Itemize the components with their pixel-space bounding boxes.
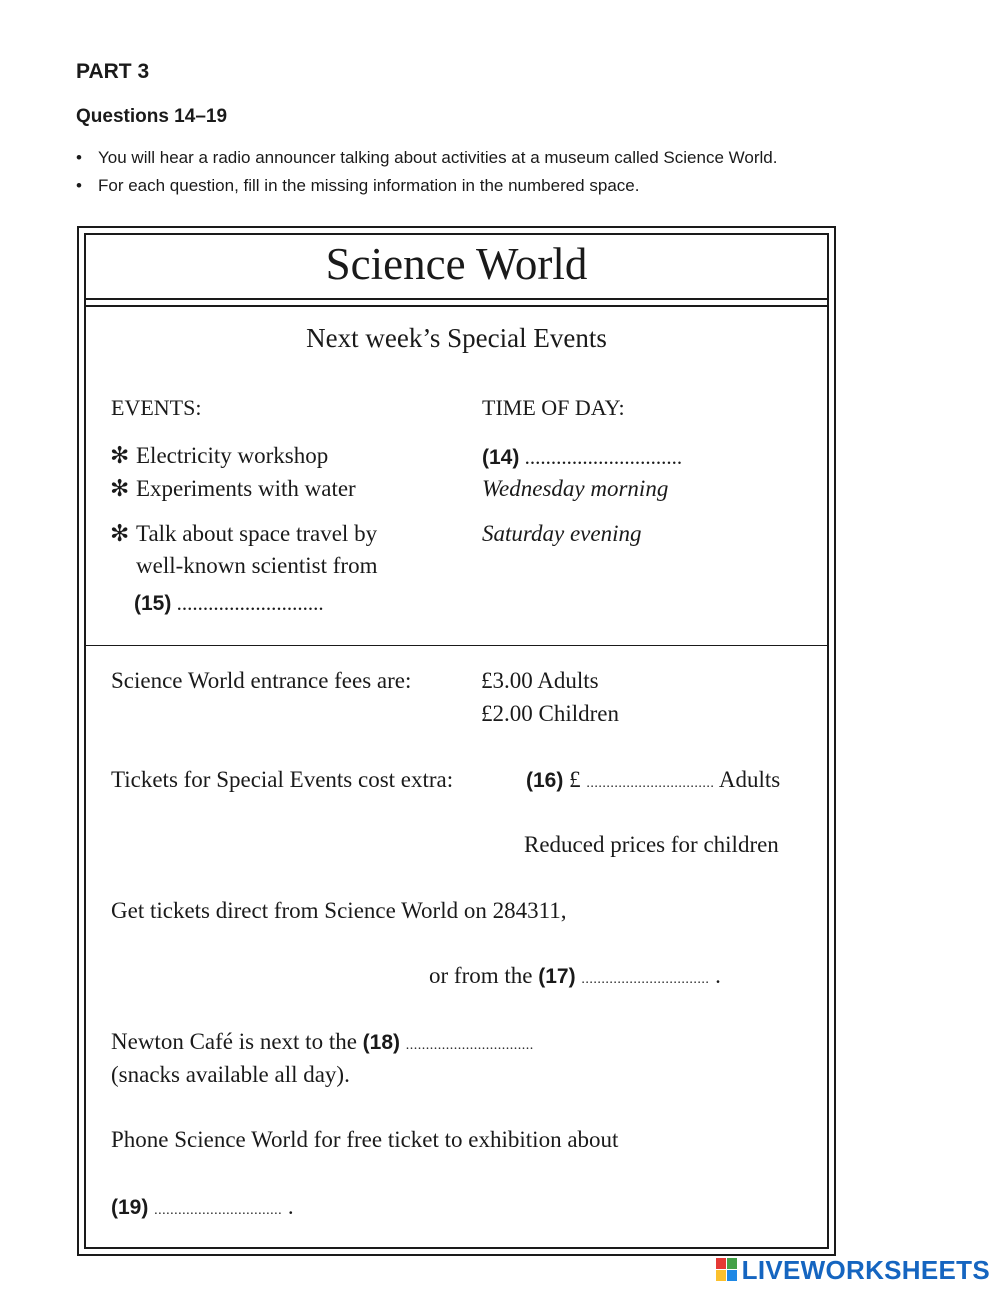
event-name: Electricity workshop xyxy=(136,443,329,468)
answer-19[interactable] xyxy=(111,1194,294,1220)
period: . xyxy=(715,963,721,988)
answer-18[interactable] xyxy=(111,1029,534,1055)
question-number: (16) xyxy=(526,769,564,792)
tickets-label: Tickets for Special Events cost extra: xyxy=(111,767,454,792)
time-heading: TIME OF DAY: xyxy=(482,395,625,420)
form-frame-inner xyxy=(84,233,829,1249)
bullet-icon: • xyxy=(76,176,82,195)
question-number: (14) xyxy=(482,446,520,469)
liveworksheets-logo xyxy=(716,1255,990,1285)
event-item xyxy=(110,443,328,469)
currency-symbol: £ xyxy=(569,767,581,792)
instruction-bullet xyxy=(76,148,777,168)
answer-blank[interactable]: ............................ xyxy=(176,591,324,615)
instruction-text: For each question, fill in the missing information in the numbered space. xyxy=(98,176,640,195)
answer-14[interactable] xyxy=(482,445,682,470)
answer-blank[interactable]: ................................ xyxy=(154,1203,283,1218)
question-number: (17) xyxy=(538,965,576,988)
logo-text: LIVEWORKSHEETS xyxy=(741,1254,990,1285)
answer-17[interactable] xyxy=(429,963,721,989)
question-number: (18) xyxy=(362,1031,401,1054)
event-time: Wednesday morning xyxy=(482,476,669,501)
answer-16[interactable] xyxy=(526,767,780,793)
event-item xyxy=(110,476,356,502)
question-number: (15) xyxy=(134,592,172,615)
title-divider xyxy=(86,298,827,300)
answer-15[interactable] xyxy=(134,591,324,616)
asterisk-icon: ✻ xyxy=(110,521,130,546)
cafe-text: Newton Café is next to the xyxy=(111,1029,357,1054)
asterisk-icon: ✻ xyxy=(110,476,130,501)
fee-adults: £3.00 Adults xyxy=(481,668,599,693)
section-divider xyxy=(86,645,827,646)
reduced-prices-note: Reduced prices for children xyxy=(524,832,779,857)
fees-label: Science World entrance fees are: xyxy=(111,668,412,693)
event-name: Talk about space travel by xyxy=(136,521,378,546)
answer-blank[interactable]: .............................. xyxy=(524,445,683,469)
fee-children: £2.00 Children xyxy=(481,701,619,726)
phone-text: Phone Science World for free ticket to exhibition about xyxy=(111,1127,619,1152)
event-name: Experiments with water xyxy=(136,476,356,501)
answer-blank[interactable]: ................................ xyxy=(586,776,715,791)
asterisk-icon: ✻ xyxy=(110,443,130,468)
part-heading: PART 3 xyxy=(76,60,150,83)
events-heading: EVENTS: xyxy=(111,395,202,420)
instruction-bullet xyxy=(76,176,639,196)
answer-blank[interactable]: ................................ xyxy=(581,972,710,987)
bullet-icon: • xyxy=(76,148,82,167)
cafe-note: (snacks available all day). xyxy=(111,1062,350,1087)
form-subtitle: Next week’s Special Events xyxy=(306,323,607,353)
answer-blank[interactable]: ................................ xyxy=(405,1038,534,1053)
question-number: (19) xyxy=(111,1196,149,1219)
get-tickets-prefix: or from the xyxy=(429,963,533,988)
form-title: Science World xyxy=(325,239,588,289)
logo-blocks-icon xyxy=(716,1258,738,1282)
event-name-continued: well-known scientist from xyxy=(136,553,378,578)
title-divider xyxy=(86,305,827,307)
questions-range: Questions 14–19 xyxy=(76,106,228,127)
period: . xyxy=(287,1194,294,1219)
ticket-suffix: Adults xyxy=(718,767,781,792)
get-tickets-text: Get tickets direct from Science World on 284311, xyxy=(111,898,567,923)
event-time: Saturday evening xyxy=(482,521,642,546)
event-item xyxy=(110,521,377,547)
instruction-text: You will hear a radio announcer talking about activities at a museum called Science World. xyxy=(98,148,778,167)
